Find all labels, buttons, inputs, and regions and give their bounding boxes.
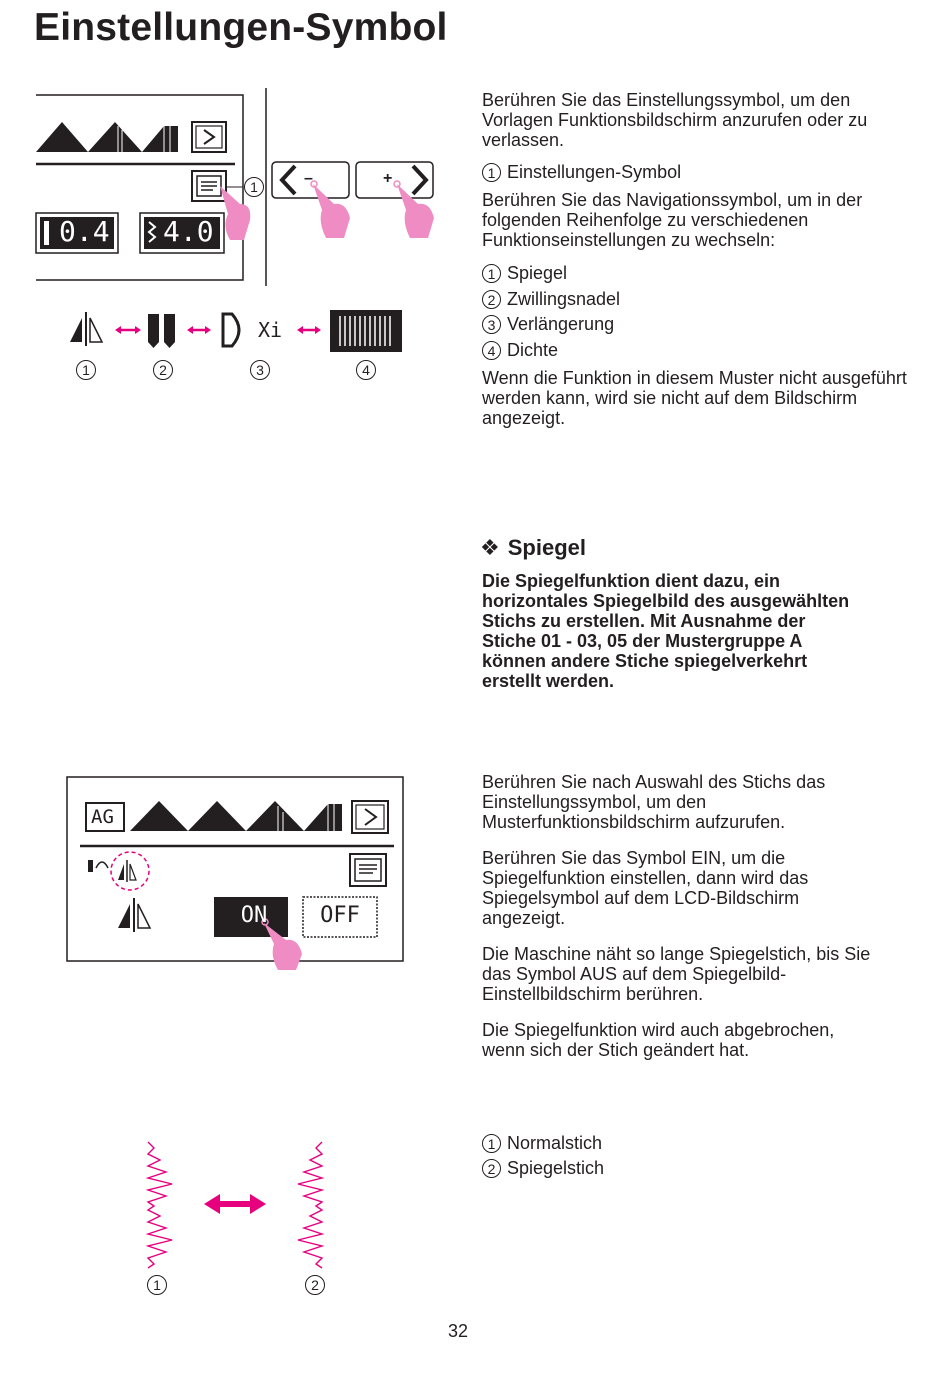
- sequence-label-2: 2: [153, 360, 173, 380]
- callout-label: Einstellungen-Symbol: [507, 162, 682, 182]
- list-item-verlaengerung: [482, 313, 614, 335]
- list-label: Zwillingsnadel: [507, 289, 621, 309]
- double-arrow-icon: [204, 1194, 266, 1214]
- spiegel-para-4: Die Spiegelfunktion wird auch abgebrochen, wenn sich der Stich geändert hat.: [482, 1020, 835, 1060]
- on-button[interactable]: ON: [240, 903, 268, 928]
- normal-stitch: [148, 1142, 172, 1268]
- spiegel-bold-para: Die Spiegelfunktion dient dazu, ein horizontales Spiegelbild des ausgewählten Stichs zu erstellen. Mit Ausnahme der Stiche 01 - 03, 05 der Mustergruppe A können andere Stiche spiegelverkehrt erstellt werden.: [482, 571, 850, 691]
- callout-1-item: [482, 161, 681, 183]
- callout-settings-icon: 1: [244, 177, 264, 197]
- spiegel-para-3: Die Maschine näht so lange Spiegelstich, bis Sie das Symbol AUS auf dem Spiegelbild-Einstellbildschirm berühren.: [482, 944, 871, 1004]
- list-num: 1: [482, 264, 501, 283]
- intro-para-2: Berühren Sie das Navigationssymbol, um in der folgenden Reihenfolge zu verschiedenen Funktionseinstellungen zu wechseln:: [482, 190, 863, 250]
- function-sequence-figure: [60, 300, 410, 360]
- stitch-num: 1: [482, 1134, 501, 1153]
- sequence-label-1: 1: [76, 360, 96, 380]
- mirror-icon: [70, 312, 102, 346]
- section-heading-spiegel: [480, 534, 586, 562]
- list-label: Dichte: [507, 340, 559, 360]
- section-heading-text: Spiegel: [507, 535, 586, 560]
- list-label: Spiegel: [507, 263, 568, 283]
- list-label: Verlängerung: [507, 314, 615, 334]
- stitch-label-2: 2: [305, 1275, 325, 1295]
- lcd-mirror-figure: [66, 776, 406, 971]
- list-num: 3: [482, 315, 501, 334]
- spiegel-para-2: Berühren Sie das Symbol EIN, um die Spiegelfunktion einstellen, dann wird das Spiegelsymbol auf dem LCD-Bildschirm angezeigt.: [482, 848, 809, 928]
- stitch-item-mirror: [482, 1157, 604, 1179]
- spiegel-para-1: Berühren Sie nach Auswahl des Stichs das Einstellungssymbol, um den Musterfunktionsbildschirm aufzurufen.: [482, 772, 826, 832]
- length-value: 4.0: [163, 215, 214, 248]
- page-title: Einstellungen-Symbol: [34, 6, 448, 49]
- intro-para-1: Berühren Sie das Einstellungssymbol, um den Vorlagen Funktionsbildschirm anzurufen oder zu verlassen.: [482, 90, 868, 150]
- list-item-dichte: [482, 339, 558, 361]
- plus-button-label[interactable]: +: [383, 170, 393, 187]
- stitch-item-normal: [482, 1132, 602, 1154]
- intro-para-3: Wenn die Funktion in diesem Muster nicht ausgeführt werden kann, wird sie nicht auf dem Bildschirm angezeigt.: [482, 368, 907, 428]
- group-label: AG: [91, 806, 114, 828]
- diamond-icon: ❖: [480, 535, 500, 560]
- stitch-label-1: 1: [147, 1275, 167, 1295]
- list-num: 4: [482, 341, 501, 360]
- sequence-label-3: 3: [250, 360, 270, 380]
- stitch-comparison-figure: [140, 1140, 330, 1270]
- lcd-settings-figure: [30, 86, 440, 286]
- list-item-spiegel: [482, 262, 567, 284]
- twin-needle-icon: [148, 314, 175, 348]
- stitch-num: 2: [482, 1159, 501, 1178]
- elongation-icon: [223, 314, 239, 346]
- width-value: 0.4: [59, 215, 110, 248]
- page-number: 32: [448, 1321, 469, 1341]
- stitch-label: Normalstich: [507, 1133, 603, 1153]
- list-item-zwillingsnadel: [482, 288, 620, 310]
- density-icon: [330, 310, 402, 352]
- mirror-stitch: [298, 1142, 322, 1268]
- sequence-label-4: 4: [356, 360, 376, 380]
- elongation-multiplier: Xi: [258, 318, 283, 342]
- callout-num: 1: [482, 163, 501, 182]
- list-num: 2: [482, 290, 501, 309]
- off-button[interactable]: OFF: [320, 903, 360, 928]
- minus-button-label[interactable]: –: [304, 170, 313, 187]
- stitch-label: Spiegelstich: [507, 1158, 605, 1178]
